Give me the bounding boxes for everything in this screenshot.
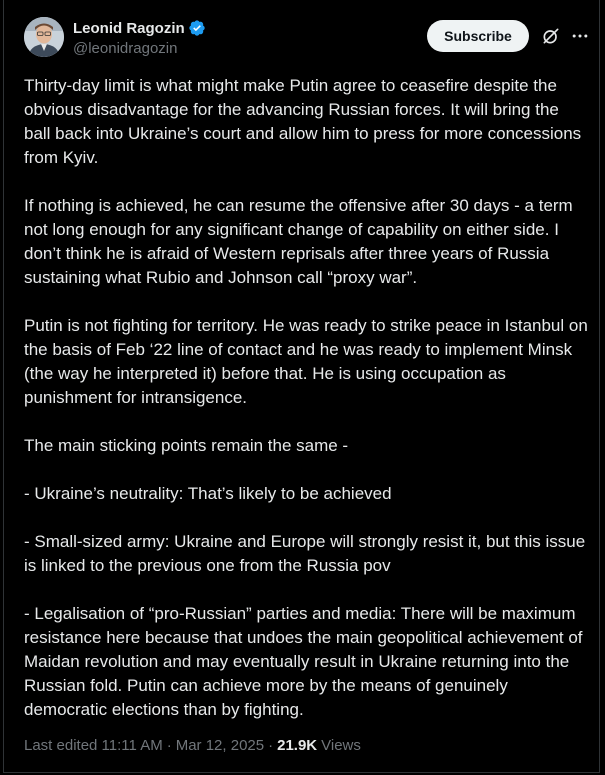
edited-timestamp[interactable]: Last edited 11:11 AM [24, 737, 163, 754]
separator-dot: · [268, 737, 274, 754]
post-paragraph: Thirty-day limit is what might make Putin agree to ceasefire despite the obvious disadvantage for the advancing Russian forces. It will bring the ball back into Ukraine’s court and allow him to press for more concessions from Kyiv. [24, 76, 582, 167]
avatar-image [24, 17, 64, 57]
post-body [24, 74, 590, 746]
grok-icon[interactable] [541, 26, 561, 46]
post-card [3, 0, 600, 773]
post-paragraph: - Ukraine’s neutrality: That’s likely to be achieved [24, 484, 392, 503]
author-name[interactable]: Leonid Ragozin [73, 19, 185, 37]
post-paragraph: - Legalisation of “pro-Russian” parties and media: There will be maximum resistance here because that undoes the main geopolitical achievement of Maidan revolution and may eventually result in Ukraine returning into the Russian fold. Putin can achieve more by the means of genuinely democratic elections than by fighting. [24, 604, 583, 719]
views-label: Views [321, 737, 361, 754]
post-paragraph: If nothing is achieved, he can resume the offensive after 30 days - a term not long enough for any significant change of capability on either side. I don’t think he is afraid of Western reprisals after three years of Russia sustaining what Rubio and Johnson call “proxy war”. [24, 196, 573, 287]
verified-badge-icon [188, 19, 206, 37]
author-name-row[interactable] [73, 19, 206, 37]
post-paragraph: Putin is not fighting for territory. He was ready to strike peace in Istanbul on the basis of Feb ‘22 line of contact and he was ready to implement Minsk (the way he interpreted it) before that. He is using occupation as punishment for intransigence. [24, 316, 588, 407]
post-paragraph: - Small-sized army: Ukraine and Europe will strongly resist it, but this issue is linked to the previous one from the Russia pov [24, 532, 586, 575]
post-date[interactable]: Mar 12, 2025 [175, 737, 265, 754]
post-paragraph: The main sticking points remain the same - [24, 436, 349, 455]
separator-dot: · [166, 737, 172, 754]
views-count: 21.9K [277, 737, 318, 754]
more-options-icon[interactable] [570, 26, 590, 46]
subscribe-button[interactable]: Subscribe [427, 20, 529, 52]
author-handle[interactable]: @leonidragozin [73, 40, 178, 57]
avatar[interactable] [24, 17, 64, 57]
post-meta [24, 737, 361, 754]
